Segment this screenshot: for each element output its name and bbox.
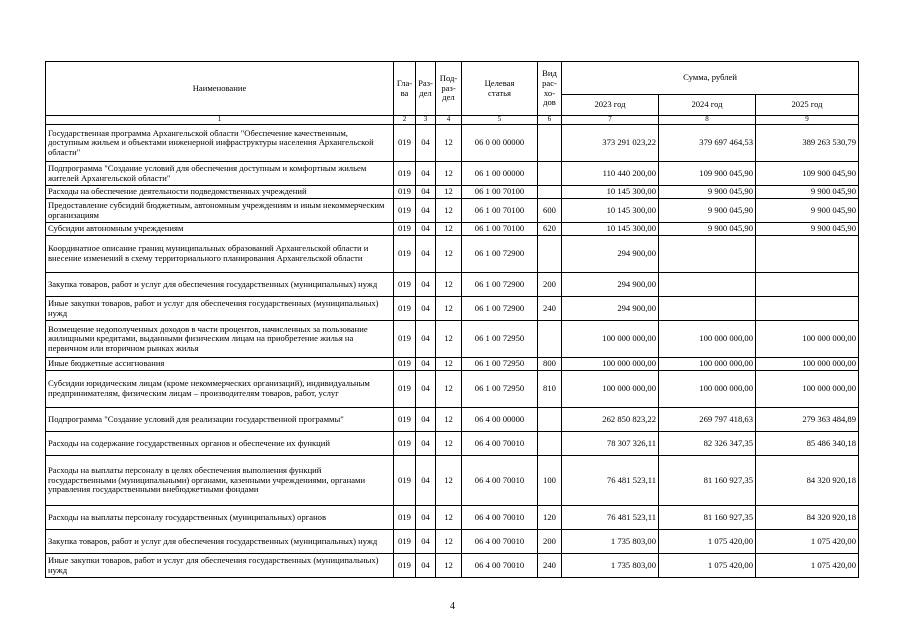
col-header-glava: Гла- ва [394, 62, 416, 116]
column-number: 2 [394, 116, 416, 125]
row-podrazdel: 12 [436, 554, 462, 578]
row-podrazdel: 12 [436, 371, 462, 408]
row-podrazdel: 12 [436, 186, 462, 199]
row-razdel: 04 [416, 530, 436, 554]
row-sum-2023: 100 000 000,00 [562, 358, 659, 371]
row-sum-2024: 379 697 464,53 [659, 125, 756, 162]
row-vid [538, 186, 562, 199]
row-article: 06 4 00 00000 [462, 408, 538, 432]
row-name: Иные бюджетные ассигнования [46, 358, 394, 371]
row-article: 06 1 00 72950 [462, 371, 538, 408]
row-sum-2025: 85 486 340,18 [756, 432, 859, 456]
row-glava: 019 [394, 297, 416, 321]
row-podrazdel: 12 [436, 432, 462, 456]
row-sum-2024 [659, 236, 756, 273]
row-glava: 019 [394, 506, 416, 530]
row-article: 06 1 00 72900 [462, 273, 538, 297]
row-sum-2025: 100 000 000,00 [756, 358, 859, 371]
row-razdel: 04 [416, 358, 436, 371]
row-glava: 019 [394, 223, 416, 236]
row-razdel: 04 [416, 371, 436, 408]
table-row [46, 186, 859, 199]
column-number: 8 [659, 116, 756, 125]
column-number: 1 [46, 116, 394, 125]
row-podrazdel: 12 [436, 125, 462, 162]
column-number: 4 [436, 116, 462, 125]
row-sum-2024: 100 000 000,00 [659, 321, 756, 358]
row-podrazdel: 12 [436, 408, 462, 432]
row-sum-2023: 294 900,00 [562, 297, 659, 321]
row-glava: 019 [394, 236, 416, 273]
row-podrazdel: 12 [436, 321, 462, 358]
row-razdel: 04 [416, 321, 436, 358]
row-glava: 019 [394, 186, 416, 199]
row-sum-2023: 10 145 300,00 [562, 199, 659, 223]
col-header-vid: Вид рас- хо- дов [538, 62, 562, 116]
column-number: 9 [756, 116, 859, 125]
row-sum-2023: 294 900,00 [562, 236, 659, 273]
row-sum-2025: 9 900 045,90 [756, 199, 859, 223]
row-vid: 100 [538, 456, 562, 506]
row-sum-2023: 373 291 023,22 [562, 125, 659, 162]
row-razdel: 04 [416, 186, 436, 199]
row-podrazdel: 12 [436, 236, 462, 273]
table-row [46, 162, 859, 186]
row-article: 06 1 00 72950 [462, 358, 538, 371]
row-vid [538, 162, 562, 186]
row-sum-2025 [756, 273, 859, 297]
row-name: Предоставление субсидий бюджетным, автономным учреждениям и иным некоммерческим организациям [46, 199, 394, 223]
col-header-name: Наименование [46, 62, 394, 116]
row-vid: 200 [538, 530, 562, 554]
row-sum-2025 [756, 236, 859, 273]
table-row [46, 432, 859, 456]
col-header-year-2023: 2023 год [562, 95, 659, 116]
table-row [46, 223, 859, 236]
row-sum-2025: 1 075 420,00 [756, 530, 859, 554]
row-sum-2023: 262 850 823,22 [562, 408, 659, 432]
row-sum-2024: 82 326 347,35 [659, 432, 756, 456]
table-row [46, 456, 859, 506]
row-article: 06 1 00 70100 [462, 186, 538, 199]
row-vid: 240 [538, 554, 562, 578]
row-name: Расходы на обеспечение деятельности подведомственных учреждений [46, 186, 394, 199]
row-name: Расходы на выплаты персоналу в целях обеспечения выполнения функций государственными (муниципальными) органами, казенными учреждениями, органами управления государственными внебюджетными фондами [46, 456, 394, 506]
row-name: Иные закупки товаров, работ и услуг для обеспечения государственных (муниципальных) нужд [46, 554, 394, 578]
row-sum-2023: 110 440 200,00 [562, 162, 659, 186]
col-header-article: Целевая статья [462, 62, 538, 116]
row-sum-2024: 100 000 000,00 [659, 371, 756, 408]
table-row [46, 236, 859, 273]
row-sum-2024: 81 160 927,35 [659, 506, 756, 530]
row-glava: 019 [394, 408, 416, 432]
row-sum-2023: 10 145 300,00 [562, 223, 659, 236]
row-article: 06 0 00 00000 [462, 125, 538, 162]
table-row [46, 371, 859, 408]
budget-table [45, 61, 859, 578]
row-article: 06 1 00 00000 [462, 162, 538, 186]
row-article: 06 4 00 70010 [462, 554, 538, 578]
table-row [46, 297, 859, 321]
row-sum-2024: 100 000 000,00 [659, 358, 756, 371]
table-row [46, 199, 859, 223]
row-article: 06 1 00 72900 [462, 236, 538, 273]
col-header-podrazdel: Под- раз- дел [436, 62, 462, 116]
row-glava: 019 [394, 358, 416, 371]
row-article: 06 4 00 70010 [462, 432, 538, 456]
row-glava: 019 [394, 456, 416, 506]
row-sum-2025: 1 075 420,00 [756, 554, 859, 578]
row-podrazdel: 12 [436, 162, 462, 186]
row-sum-2024 [659, 273, 756, 297]
row-sum-2025: 9 900 045,90 [756, 223, 859, 236]
row-sum-2023: 78 307 326,11 [562, 432, 659, 456]
row-sum-2024: 9 900 045,90 [659, 199, 756, 223]
row-name: Возмещение недополученных доходов в части процентов, начисленных за пользование жилищными кредитами, выданными физическим лицам на приобретение жилья на первичном или вторичном рынках жилья [46, 321, 394, 358]
row-vid: 600 [538, 199, 562, 223]
row-sum-2025: 9 900 045,90 [756, 186, 859, 199]
row-name: Иные закупки товаров, работ и услуг для обеспечения государственных (муниципальных) нужд [46, 297, 394, 321]
row-sum-2025: 84 320 920,18 [756, 456, 859, 506]
row-sum-2025: 389 263 530,79 [756, 125, 859, 162]
row-sum-2024: 81 160 927,35 [659, 456, 756, 506]
row-glava: 019 [394, 162, 416, 186]
row-vid: 620 [538, 223, 562, 236]
row-article: 06 4 00 70010 [462, 456, 538, 506]
row-name: Субсидии юридическим лицам (кроме некоммерческих организаций), индивидуальным предпринимателям, физическим лицам – производителям товаров, работ, услуг [46, 371, 394, 408]
row-name: Подпрограмма "Создание условий для обеспечения доступным и комфортным жильем жителей Архангельской области" [46, 162, 394, 186]
row-name: Закупка товаров, работ и услуг для обеспечения государственных (муниципальных) нужд [46, 530, 394, 554]
table-row [46, 408, 859, 432]
row-sum-2023: 10 145 300,00 [562, 186, 659, 199]
row-vid [538, 432, 562, 456]
row-name: Расходы на выплаты персоналу государственных (муниципальных) органов [46, 506, 394, 530]
row-razdel: 04 [416, 456, 436, 506]
col-header-sum: Сумма, рублей [562, 62, 859, 95]
row-razdel: 04 [416, 125, 436, 162]
row-article: 06 1 00 70100 [462, 223, 538, 236]
table-row [46, 273, 859, 297]
row-name: Расходы на содержание государственных органов и обеспечение их функций [46, 432, 394, 456]
row-vid: 800 [538, 358, 562, 371]
row-sum-2023: 1 735 803,00 [562, 554, 659, 578]
row-sum-2025: 84 320 920,18 [756, 506, 859, 530]
row-razdel: 04 [416, 162, 436, 186]
row-sum-2024: 269 797 418,63 [659, 408, 756, 432]
row-razdel: 04 [416, 199, 436, 223]
row-vid: 240 [538, 297, 562, 321]
row-glava: 019 [394, 125, 416, 162]
row-razdel: 04 [416, 236, 436, 273]
column-number: 3 [416, 116, 436, 125]
column-number-row [46, 116, 859, 125]
row-sum-2025: 100 000 000,00 [756, 371, 859, 408]
row-podrazdel: 12 [436, 506, 462, 530]
row-podrazdel: 12 [436, 456, 462, 506]
row-vid [538, 321, 562, 358]
column-number: 6 [538, 116, 562, 125]
row-sum-2024: 109 900 045,90 [659, 162, 756, 186]
row-article: 06 1 00 70100 [462, 199, 538, 223]
col-header-razdel: Раз- дел [416, 62, 436, 116]
row-podrazdel: 12 [436, 273, 462, 297]
row-sum-2025: 109 900 045,90 [756, 162, 859, 186]
row-sum-2024 [659, 297, 756, 321]
row-article: 06 1 00 72900 [462, 297, 538, 321]
row-sum-2025: 279 363 484,89 [756, 408, 859, 432]
row-vid: 200 [538, 273, 562, 297]
table-row [46, 125, 859, 162]
row-name: Государственная программа Архангельской области "Обеспечение качественным, доступным жильем и объектами инженерной инфраструктуры населения Архангельской области" [46, 125, 394, 162]
row-article: 06 4 00 70010 [462, 530, 538, 554]
row-sum-2023: 100 000 000,00 [562, 371, 659, 408]
col-header-year-2025: 2025 год [756, 95, 859, 116]
row-vid: 810 [538, 371, 562, 408]
row-vid [538, 236, 562, 273]
row-sum-2024: 1 075 420,00 [659, 530, 756, 554]
row-sum-2023: 76 481 523,11 [562, 456, 659, 506]
row-vid [538, 408, 562, 432]
row-glava: 019 [394, 554, 416, 578]
row-glava: 019 [394, 321, 416, 358]
row-sum-2024: 9 900 045,90 [659, 186, 756, 199]
table-row [46, 321, 859, 358]
table-row [46, 554, 859, 578]
row-sum-2024: 9 900 045,90 [659, 223, 756, 236]
col-header-year-2024: 2024 год [659, 95, 756, 116]
row-podrazdel: 12 [436, 530, 462, 554]
table-row [46, 358, 859, 371]
row-razdel: 04 [416, 273, 436, 297]
row-podrazdel: 12 [436, 199, 462, 223]
row-sum-2023: 76 481 523,11 [562, 506, 659, 530]
row-name: Координатное описание границ муниципальных образований Архангельской области и внесение изменений в схему территориального планирования Архангельской области [46, 236, 394, 273]
row-glava: 019 [394, 432, 416, 456]
row-podrazdel: 12 [436, 223, 462, 236]
row-sum-2023: 1 735 803,00 [562, 530, 659, 554]
column-number: 7 [562, 116, 659, 125]
table-body [46, 125, 859, 578]
row-sum-2024: 1 075 420,00 [659, 554, 756, 578]
row-razdel: 04 [416, 554, 436, 578]
row-glava: 019 [394, 371, 416, 408]
row-sum-2023: 100 000 000,00 [562, 321, 659, 358]
row-razdel: 04 [416, 432, 436, 456]
row-razdel: 04 [416, 408, 436, 432]
row-sum-2025 [756, 297, 859, 321]
row-sum-2023: 294 900,00 [562, 273, 659, 297]
row-article: 06 1 00 72950 [462, 321, 538, 358]
row-glava: 019 [394, 530, 416, 554]
row-podrazdel: 12 [436, 297, 462, 321]
row-podrazdel: 12 [436, 358, 462, 371]
row-razdel: 04 [416, 297, 436, 321]
table-row [46, 506, 859, 530]
page-number: 4 [450, 601, 455, 612]
row-razdel: 04 [416, 223, 436, 236]
row-article: 06 4 00 70010 [462, 506, 538, 530]
row-vid: 120 [538, 506, 562, 530]
row-name: Закупка товаров, работ и услуг для обеспечения государственных (муниципальных) нужд [46, 273, 394, 297]
column-number: 5 [462, 116, 538, 125]
row-sum-2025: 100 000 000,00 [756, 321, 859, 358]
row-name: Подпрограмма "Создание условий для реализации государственной программы" [46, 408, 394, 432]
row-glava: 019 [394, 273, 416, 297]
row-glava: 019 [394, 199, 416, 223]
row-name: Субсидии автономным учреждениям [46, 223, 394, 236]
row-razdel: 04 [416, 506, 436, 530]
table-row [46, 530, 859, 554]
row-vid [538, 125, 562, 162]
